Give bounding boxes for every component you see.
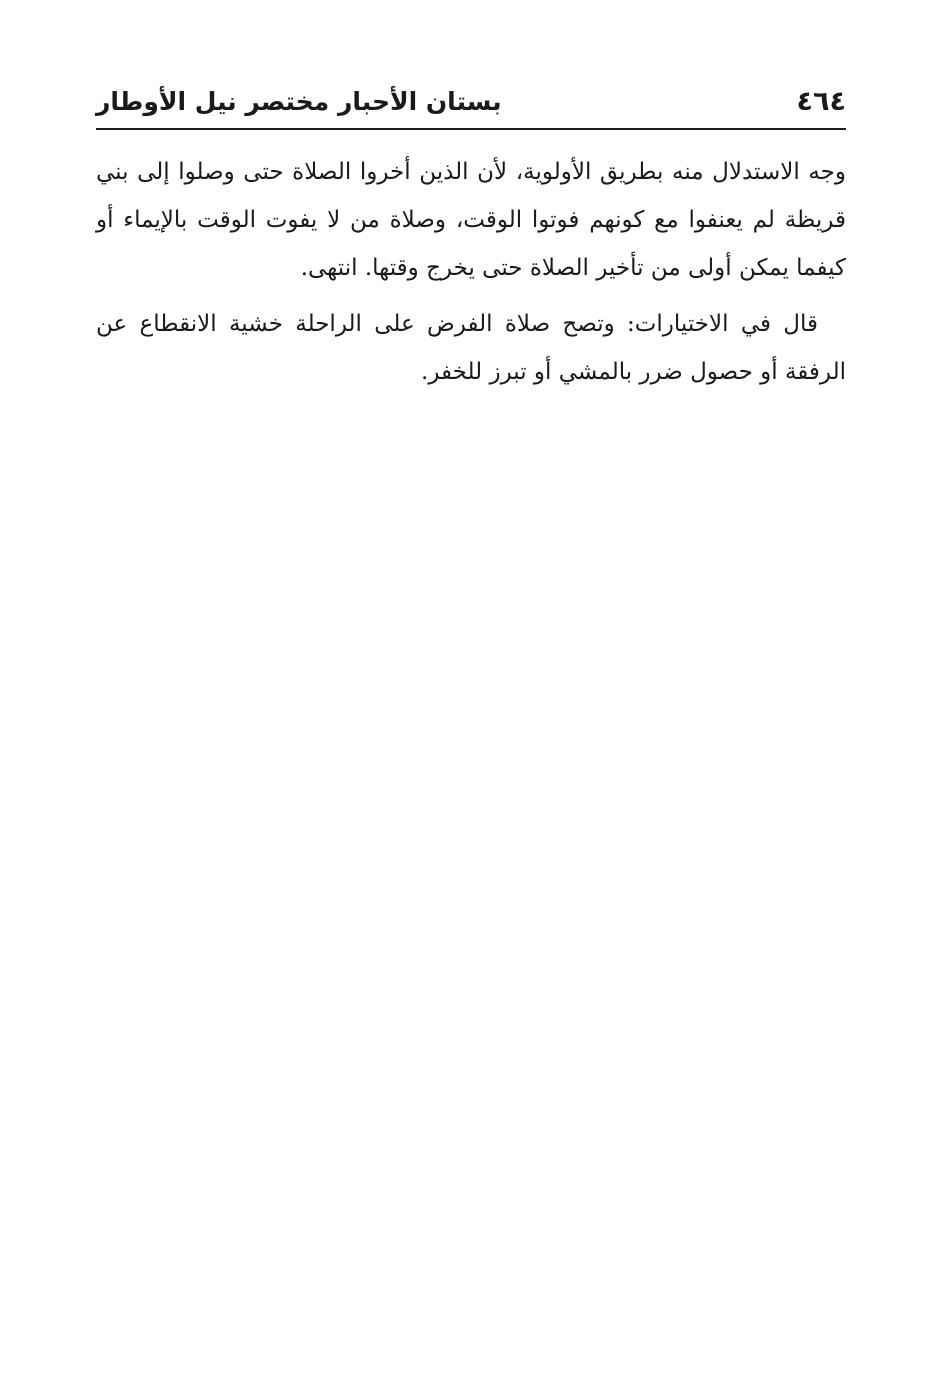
header-divider bbox=[96, 128, 846, 130]
paragraph: وجه الاستدلال منه بطريق الأولوية، لأن الذين أخروا الصلاة حتى وصلوا إلى بني قريظة لم يعنفوا مع كونهم فوتوا الوقت، وصلاة من لا يفوت الوقت بالإيماء أو كيفما يمكن أولى من تأخير الصلاة حتى يخرج وقتها. انتهى. bbox=[96, 159, 846, 281]
page-header bbox=[96, 78, 846, 128]
body-text bbox=[96, 148, 846, 396]
page-number: ٤٦٤ bbox=[796, 86, 846, 117]
running-title: بستان الأحبار مختصر نيل الأوطار bbox=[96, 87, 502, 116]
paragraph: قال في الاختيارات: وتصح صلاة الفرض على الراحلة خشية الانقطاع عن الرفقة أو حصول ضرر بالمشي أو تبرز للخفر. bbox=[96, 311, 846, 385]
